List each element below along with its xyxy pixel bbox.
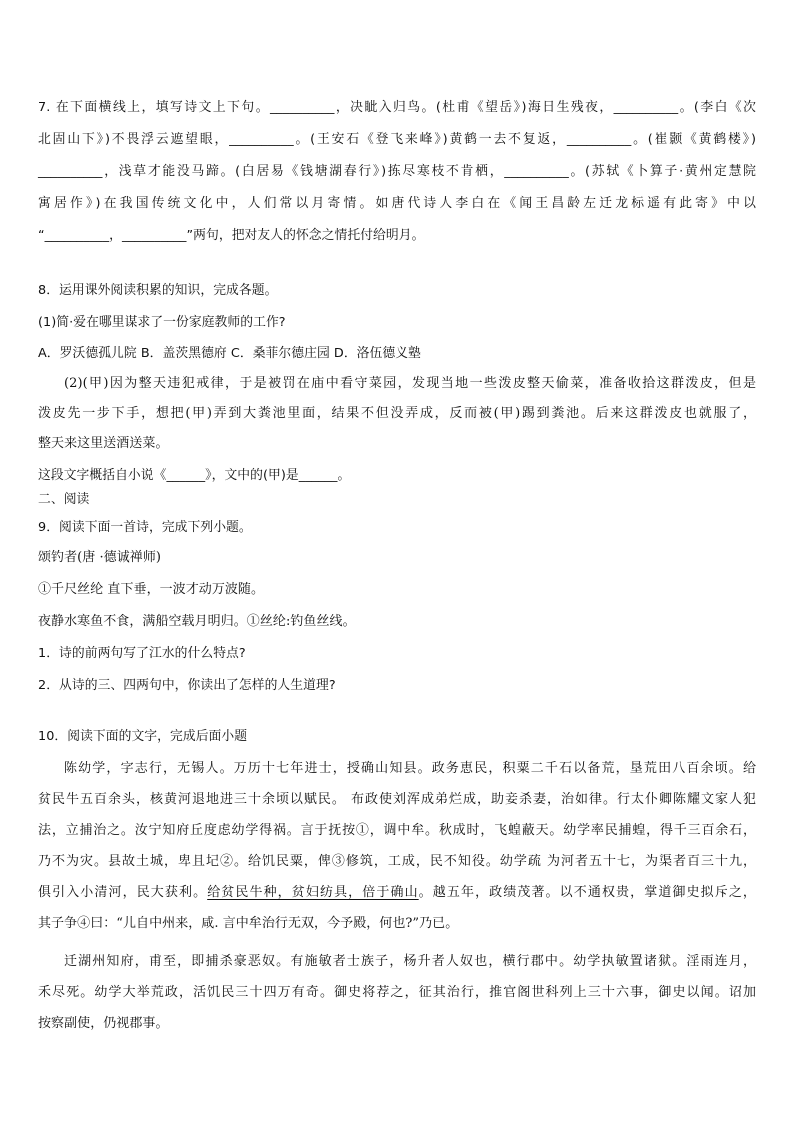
q8-passage-line-3: 整天来这里送酒送菜。	[38, 436, 169, 451]
q9-subquestion-1: 1．诗的前两句写了江水的什么特点?	[38, 646, 246, 661]
q7-line-3: __________，浅草才能没马蹄。(白居易《钱塘湖春行》)拣尽寒枝不肯栖，__________。(苏轼《卜算子·黄州定慧院	[38, 164, 756, 179]
q10-title: 10．阅读下面的文字，完成后面小题	[38, 729, 248, 744]
q8-passage-line-2: 泼皮先一步下手，想把(甲)弄到大粪池里面，结果不但没弄成，反而被(甲)踢到粪池。后来这群泼皮也就服了，	[38, 406, 756, 421]
q8-title: 8．运用课外阅读积累的知识，完成各题。	[38, 283, 278, 298]
q9-subquestion-2: 2．从诗的三、四两句中，你读出了怎样的人生道理?	[38, 678, 336, 693]
q8-subquestion-1: (1)简·爱在哪里谋求了一份家庭教师的工作?	[38, 315, 286, 330]
poem-line-1: ①千尺丝纶 直下垂，一波才动万波随。	[38, 582, 265, 597]
q10-passage-line-1: 陈幼学，字志行，无锡人。万历十七年进士，授确山知县。政务恵民，积粟二千石以备荒，垦荒田八百余顷。给	[64, 761, 756, 776]
q7-line-2: 北固山下》)不畏浮云遮望眼，__________。(王安石《登飞来峰》)黄鹤一去不复返，__________。(崔颢《黄鹤楼》)	[38, 132, 756, 147]
q8-passage-line-1: (2)(甲)因为整天违犯戒律，于是被罚在庙中看守菜园，发现当地一些泼皮整天偷菜，准备收拾这群泼皮，但是	[64, 376, 756, 391]
q10-passage-line-5	[38, 883, 756, 903]
section-heading: 二、阅读	[38, 492, 90, 507]
q10-passage-line-8: 禾尽死。幼学大举荒政，活饥民三十四万有奇。御史将荐之，征其治行，推官阁世科列上三十六事，御史以闻。诏加	[38, 985, 756, 1000]
q10-passage-line-6: 其子争④曰：“儿自中州来，咸. 言中牟治行无双，今予殿，何也?”乃已。	[38, 916, 459, 931]
q8-options: A．罗沃德孤儿院 B．盖茨黑德府 C．桑菲尔德庄园 D．洛伍德义塾	[38, 346, 421, 361]
underlined-sentence: 给贫民牛种，贫妇纺具，倍于确山	[207, 885, 419, 900]
q10-passage-line-3: 法，立捕治之。汝宁知府丘度虑幼学得祸。言于抚按①，调中牟。秋成时，飞蝗蔽天。幼学率民捕蝗，得千三百余石，	[38, 823, 756, 838]
poem-line-2: 夜静水寒鱼不食，满船空载月明归。①丝纶:钓鱼丝线。	[38, 614, 356, 629]
q8-fill-in: 这段文字概括自小说《______》，文中的(甲)是______。	[38, 468, 351, 483]
q10-passage-line-7: 迁湖州知府，甫至，即捕杀豪恶奴。有施敏者士族子，杨升者人奴也，横行郡中。幼学执敏置诸狱。淫雨连月，	[64, 954, 756, 969]
q7-line-1: 7. 在下面横线上，填写诗文上下句。__________，决眦入归鸟。(杜甫《望岳》)海日生残夜，__________。(李白《次	[38, 100, 756, 115]
q7-line-4: 寓居作》)在我国传统文化中，人们常以月寄情。如唐代诗人李白在《闻王昌龄左迁龙标遥有此寄》中以	[38, 196, 756, 211]
q10-passage-line-4: 乃不为灾。县故土城，卑且圮②。给饥民粟，俾③修筑，工成，民不知役。幼学疏 为河者五十七，为渠者百三十九，	[38, 854, 756, 869]
q10-line-5-prefix: 俱引入小清河，民大获利。	[38, 885, 208, 900]
q7-line-5: “__________，__________”两句，把对友人的怀念之情托付给明月。	[38, 228, 425, 243]
q9-title: 9．阅读下面一首诗，完成下列小题。	[38, 520, 252, 535]
q10-line-5-suffix: 。越五年，政绩茂著。以不通权贵，掌道御史拟斥之，	[418, 885, 756, 900]
q10-passage-line-9: 按察副使，仍视郡事。	[38, 1016, 169, 1031]
q10-passage-line-2: 贫民牛五百余头，核黄河退地进三十余顷以赋民。 布政使刘浑成弟烂成，助妾杀妻，治如律。行太仆卿陈耀文家人犯	[38, 792, 756, 807]
poem-title: 颂钓者(唐 ·德诚禅师)	[38, 550, 162, 565]
